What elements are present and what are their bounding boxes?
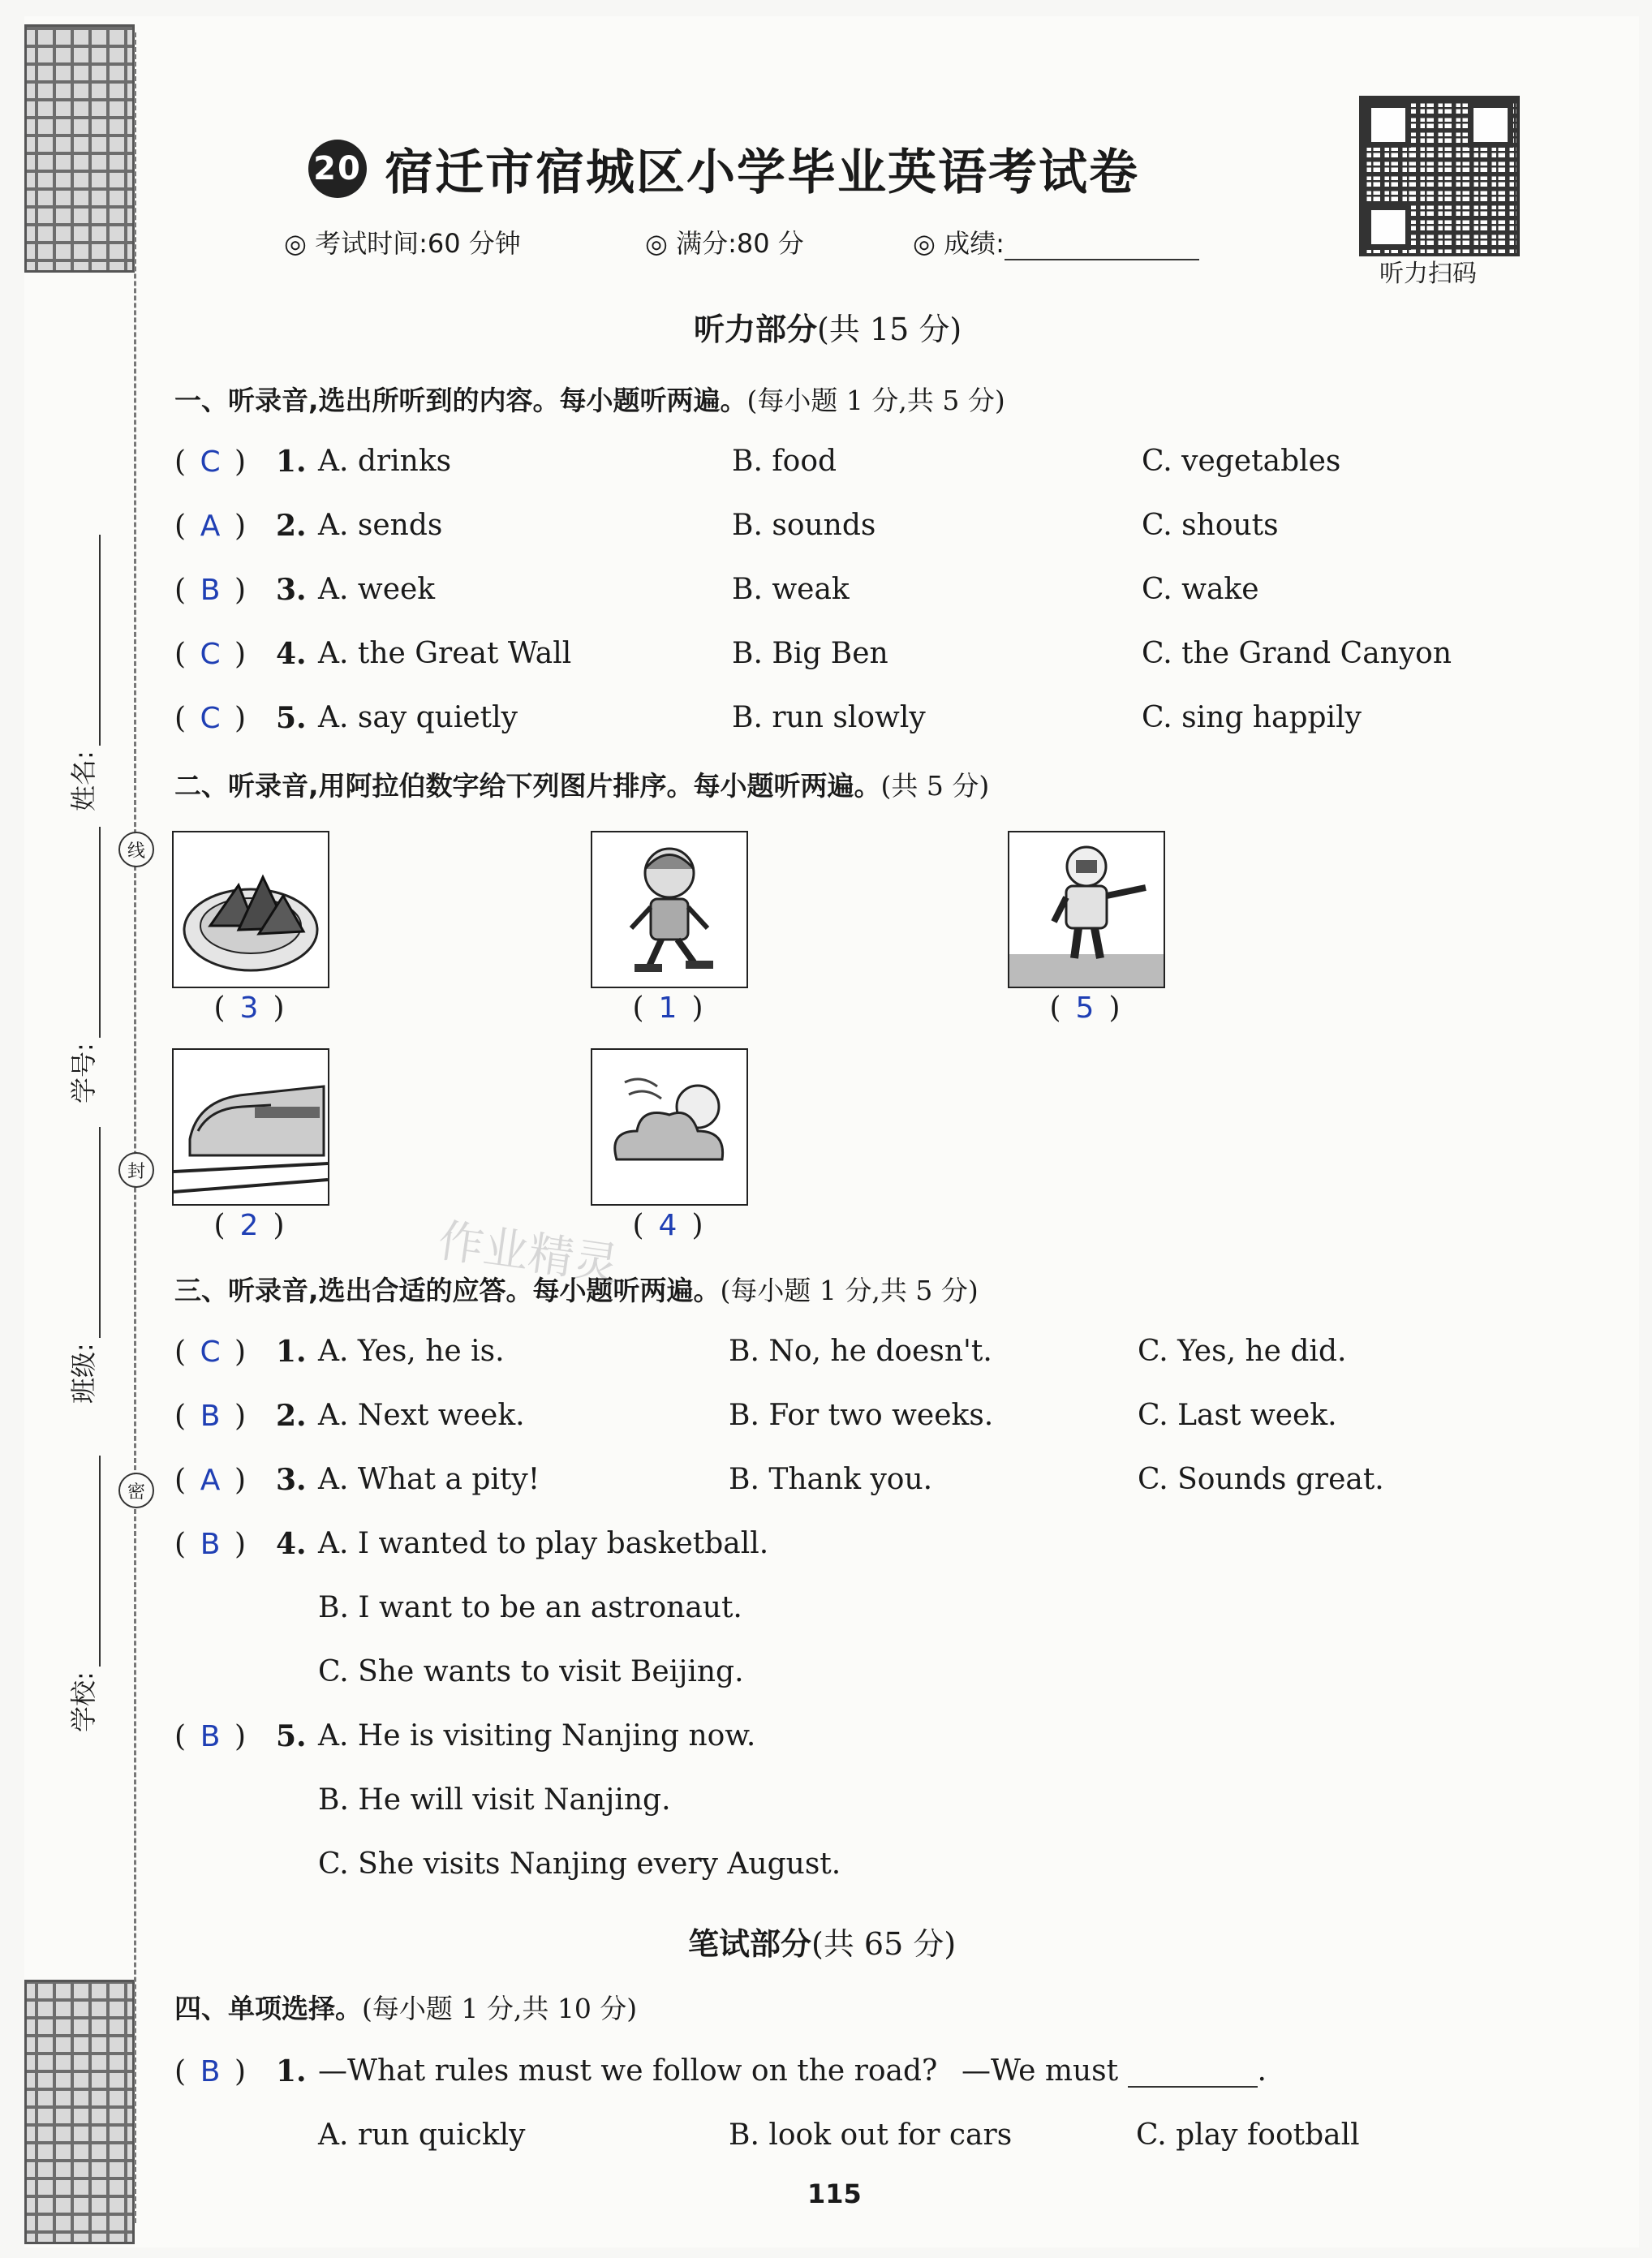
answer[interactable]: B xyxy=(200,574,221,607)
side-mark-xian: 线 xyxy=(118,832,154,867)
side-mark-mi: 密 xyxy=(118,1473,154,1508)
page-title xyxy=(308,134,1139,204)
qr-label: 听力扫码 xyxy=(1379,260,1477,288)
option-c[interactable]: C. Last week. xyxy=(1138,1399,1337,1432)
option-b[interactable]: B. food xyxy=(732,445,837,478)
option-c[interactable]: C. sing happily xyxy=(1142,701,1362,734)
option-a[interactable]: A. What a pity! xyxy=(318,1463,540,1496)
option-a[interactable]: A. the Great Wall xyxy=(318,637,572,670)
side-school-field[interactable]: 学校: xyxy=(63,1456,101,1732)
side-class-field[interactable]: 班级: xyxy=(63,1127,101,1404)
option-a[interactable]: A. He is visiting Nanjing now. xyxy=(318,1719,756,1753)
part3-question-4: ( B ) 4. xyxy=(174,1527,307,1561)
page-number: 115 xyxy=(807,2178,862,2209)
part1-question-2: ( A ) 2. xyxy=(174,509,307,543)
answer[interactable]: B xyxy=(200,1720,221,1753)
answer-blank[interactable] xyxy=(1128,2060,1258,2088)
answer[interactable]: C xyxy=(200,638,221,671)
answer[interactable]: A xyxy=(200,510,221,543)
answer[interactable]: 3 xyxy=(239,991,259,1025)
question-stem: —What rules must we follow on the road? xyxy=(318,2054,938,2088)
option-c[interactable]: C. Yes, he did. xyxy=(1138,1335,1347,1368)
option-b[interactable]: B. sounds xyxy=(732,509,876,542)
option-b[interactable]: B. I want to be an astronaut. xyxy=(318,1591,742,1624)
weather-cloud-icon xyxy=(591,1048,748,1206)
astronaut-icon xyxy=(1008,831,1165,988)
option-b[interactable]: B. For two weeks. xyxy=(729,1399,994,1432)
option-c[interactable]: C. wake xyxy=(1142,573,1259,606)
option-b[interactable]: B. No, he doesn't. xyxy=(729,1335,992,1368)
option-c[interactable]: C. She visits Nanjing every August. xyxy=(318,1847,841,1881)
answer[interactable]: 5 xyxy=(1075,991,1095,1025)
option-c[interactable]: C. play football xyxy=(1136,2118,1360,2152)
answer[interactable]: C xyxy=(200,702,221,735)
option-a[interactable]: A. week xyxy=(318,573,436,606)
option-b[interactable]: B. look out for cars xyxy=(729,2118,1013,2152)
full-score: ◎ 满分:80 分 xyxy=(645,228,804,259)
answer[interactable]: A xyxy=(200,1464,221,1497)
option-c[interactable]: C. She wants to visit Beijing. xyxy=(318,1655,744,1688)
part3-heading: 三、听录音,选出合适的应答。每小题听两遍。(每小题 1 分,共 5 分) xyxy=(174,1275,979,1306)
side-mark-feng: 封 xyxy=(118,1152,154,1188)
answer[interactable]: 1 xyxy=(658,991,678,1025)
option-a[interactable]: A. I wanted to play basketball. xyxy=(318,1527,769,1560)
train-icon xyxy=(172,1048,329,1206)
answer[interactable]: 4 xyxy=(658,1209,678,1242)
answer[interactable]: B xyxy=(200,2055,221,2088)
option-a[interactable]: A. say quietly xyxy=(318,701,518,734)
option-c[interactable]: C. shouts xyxy=(1142,509,1279,542)
question-reply: —We must . xyxy=(962,2054,1267,2088)
decorative-border-top xyxy=(24,24,135,273)
pic-order-label: ( 2 ) xyxy=(213,1209,285,1242)
pic-order-label: ( 4 ) xyxy=(632,1209,703,1242)
part1-question-4: ( C ) 4. xyxy=(174,637,307,671)
pic-order-label: ( 1 ) xyxy=(632,991,703,1025)
part3-question-1: ( C ) 1. xyxy=(174,1335,307,1369)
part3-question-2: ( B ) 2. xyxy=(174,1399,307,1433)
part2-heading: 二、听录音,用阿拉伯数字给下列图片排序。每小题听两遍。(共 5 分) xyxy=(174,770,990,802)
answer[interactable]: C xyxy=(200,1335,221,1369)
part1-heading: 一、听录音,选出所听到的内容。每小题听两遍。(每小题 1 分,共 5 分) xyxy=(174,385,1005,416)
listening-section-title: 听力部分(共 15 分) xyxy=(694,312,962,347)
answer[interactable]: B xyxy=(200,1400,221,1433)
option-b[interactable]: B. Thank you. xyxy=(729,1463,933,1496)
answer[interactable]: C xyxy=(200,445,221,479)
option-a[interactable]: A. drinks xyxy=(318,445,452,478)
part4-question-1: ( B ) 1. xyxy=(174,2054,307,2088)
pic-order-label: ( 3 ) xyxy=(213,991,285,1025)
binding-line xyxy=(134,32,136,2223)
decorative-border-bottom xyxy=(24,1980,135,2244)
zongzi-icon xyxy=(172,831,329,988)
title-text: 宿迁市宿城区小学毕业英语考试卷 xyxy=(385,144,1139,201)
option-c[interactable]: C. the Grand Canyon xyxy=(1142,637,1452,670)
part1-question-5: ( C ) 5. xyxy=(174,701,307,735)
option-b[interactable]: B. Big Ben xyxy=(732,637,888,670)
option-b[interactable]: B. run slowly xyxy=(732,701,926,734)
part1-question-1: ( C ) 1. xyxy=(174,445,307,479)
written-section-title: 笔试部分(共 65 分) xyxy=(688,1926,957,1962)
exam-number-badge: 20 xyxy=(308,140,367,198)
option-a[interactable]: A. sends xyxy=(318,509,443,542)
part1-question-3: ( B ) 3. xyxy=(174,573,307,607)
option-a[interactable]: A. run quickly xyxy=(318,2118,526,2152)
side-student-id-field[interactable]: 学号: xyxy=(63,827,101,1103)
option-c[interactable]: C. Sounds great. xyxy=(1138,1463,1384,1496)
watermark: 作业精灵 xyxy=(434,1214,622,1292)
answer[interactable]: B xyxy=(200,1528,221,1561)
option-c[interactable]: C. vegetables xyxy=(1142,445,1341,478)
option-b[interactable]: B. weak xyxy=(732,573,850,606)
qr-code-icon[interactable] xyxy=(1359,96,1520,256)
part3-question-5: ( B ) 5. xyxy=(174,1719,307,1753)
skater-boy-icon xyxy=(591,831,748,988)
side-name-field[interactable]: 姓名: xyxy=(63,535,101,811)
pic-order-label: ( 5 ) xyxy=(1049,991,1121,1025)
part3-question-3: ( A ) 3. xyxy=(174,1463,307,1497)
part4-heading: 四、单项选择。(每小题 1 分,共 10 分) xyxy=(174,1993,638,2024)
exam-time: ◎ 考试时间:60 分钟 xyxy=(284,228,521,259)
option-a[interactable]: A. Next week. xyxy=(318,1399,525,1432)
option-a[interactable]: A. Yes, he is. xyxy=(318,1335,505,1368)
answer[interactable]: 2 xyxy=(239,1209,259,1242)
score-field[interactable]: ◎ 成绩: xyxy=(913,223,1199,260)
option-b[interactable]: B. He will visit Nanjing. xyxy=(318,1783,671,1817)
